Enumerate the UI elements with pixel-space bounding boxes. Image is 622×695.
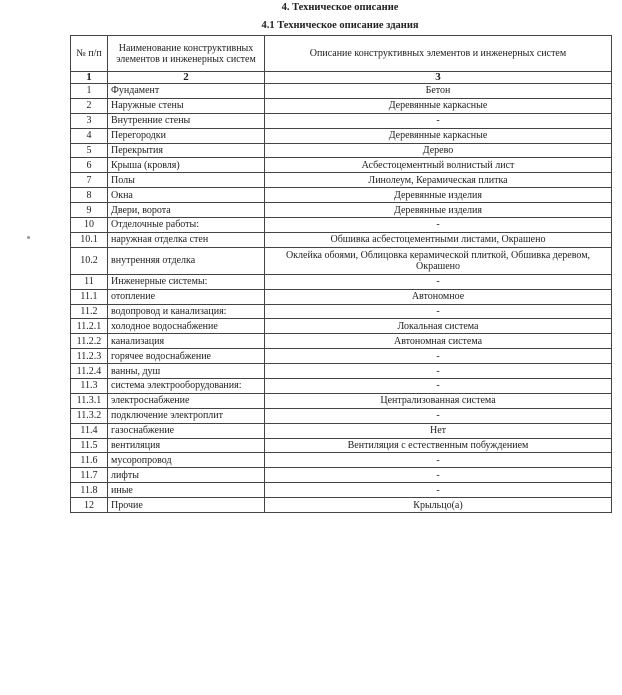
table-row bbox=[71, 498, 612, 513]
element-name: подключение электроплит bbox=[108, 408, 265, 423]
element-name: Крыша (кровля) bbox=[108, 158, 265, 173]
element-name: Фундамент bbox=[108, 84, 265, 99]
element-description: Деревянные каркасные bbox=[265, 98, 612, 113]
table-row bbox=[71, 468, 612, 483]
element-name: отопление bbox=[108, 289, 265, 304]
table-row bbox=[71, 289, 612, 304]
header-number: № п/п bbox=[71, 36, 108, 72]
header-element-name: Наименование конструктивных элементов и инженерных систем bbox=[108, 36, 265, 72]
row-number: 11.8 bbox=[71, 483, 108, 498]
row-number: 5 bbox=[71, 143, 108, 158]
element-name: водопровод и канализация: bbox=[108, 304, 265, 319]
table-row bbox=[71, 98, 612, 113]
table-header-row bbox=[71, 36, 612, 72]
element-description: - bbox=[265, 379, 612, 394]
table-row bbox=[71, 143, 612, 158]
table-row bbox=[71, 218, 612, 233]
element-description: - bbox=[265, 349, 612, 364]
element-description: Оклейка обоями, Облицовка керамической плиткой, Обшивка деревом, Окрашено bbox=[265, 247, 612, 274]
element-name: газоснабжение bbox=[108, 423, 265, 438]
element-description: Деревянные каркасные bbox=[265, 128, 612, 143]
element-description: Линолеум, Керамическая плитка bbox=[265, 173, 612, 188]
table-row bbox=[71, 247, 612, 274]
column-number: 2 bbox=[108, 72, 265, 84]
table-row bbox=[71, 423, 612, 438]
row-number: 4 bbox=[71, 128, 108, 143]
element-description: Деревянные изделия bbox=[265, 188, 612, 203]
element-name: Перегородки bbox=[108, 128, 265, 143]
element-name: горячее водоснабжение bbox=[108, 349, 265, 364]
element-description: Локальная система bbox=[265, 319, 612, 334]
element-description: Автономная система bbox=[265, 334, 612, 349]
table-row bbox=[71, 232, 612, 247]
column-number: 1 bbox=[71, 72, 108, 84]
element-name: Внутренние стены bbox=[108, 113, 265, 128]
element-description: - bbox=[265, 218, 612, 233]
element-name: Отделочные работы: bbox=[108, 218, 265, 233]
element-description: Вентиляция с естественным побуждением bbox=[265, 438, 612, 453]
element-description: - bbox=[265, 304, 612, 319]
table-row bbox=[71, 483, 612, 498]
row-number: 10.2 bbox=[71, 247, 108, 274]
element-name: мусоропровод bbox=[108, 453, 265, 468]
element-description: Крыльцо(а) bbox=[265, 498, 612, 513]
row-number: 1 bbox=[71, 84, 108, 99]
table-row bbox=[71, 128, 612, 143]
row-number: 11.4 bbox=[71, 423, 108, 438]
row-number: 11.3.2 bbox=[71, 408, 108, 423]
row-number: 11.2.4 bbox=[71, 364, 108, 379]
element-description: - bbox=[265, 453, 612, 468]
row-number: 7 bbox=[71, 173, 108, 188]
element-name: электроснабжение bbox=[108, 393, 265, 408]
row-number: 11.1 bbox=[71, 289, 108, 304]
table-row bbox=[71, 203, 612, 218]
row-number: 11.6 bbox=[71, 453, 108, 468]
element-description: Деревянные изделия bbox=[265, 203, 612, 218]
table-row bbox=[71, 408, 612, 423]
row-number: 11.3.1 bbox=[71, 393, 108, 408]
element-name: система электрооборудования: bbox=[108, 379, 265, 394]
element-name: внутренняя отделка bbox=[108, 247, 265, 274]
element-description: - bbox=[265, 364, 612, 379]
table-row bbox=[71, 158, 612, 173]
element-description: Дерево bbox=[265, 143, 612, 158]
element-description: - bbox=[265, 274, 612, 289]
table-row bbox=[71, 84, 612, 99]
row-number: 11.3 bbox=[71, 379, 108, 394]
element-name: Перекрытия bbox=[108, 143, 265, 158]
element-name: Наружные стены bbox=[108, 98, 265, 113]
column-number-row bbox=[71, 72, 612, 84]
element-description: Обшивка асбестоцементными листами, Окрашено bbox=[265, 232, 612, 247]
table-row bbox=[71, 364, 612, 379]
element-description: Автономное bbox=[265, 289, 612, 304]
section-title: 4. Техническое описание bbox=[281, 2, 399, 13]
element-description: - bbox=[265, 483, 612, 498]
table-row bbox=[71, 334, 612, 349]
row-number: 12 bbox=[71, 498, 108, 513]
element-name: наружная отделка стен bbox=[108, 232, 265, 247]
header-description: Описание конструктивных элементов и инженерных систем bbox=[265, 36, 612, 72]
row-number: 11 bbox=[71, 274, 108, 289]
table-row bbox=[71, 453, 612, 468]
row-number: 10 bbox=[71, 218, 108, 233]
element-name: вентиляция bbox=[108, 438, 265, 453]
element-name: Инженерные системы: bbox=[108, 274, 265, 289]
row-number: 11.2.2 bbox=[71, 334, 108, 349]
table-row bbox=[71, 319, 612, 334]
table-row bbox=[71, 113, 612, 128]
element-name: Двери, ворота bbox=[108, 203, 265, 218]
element-description: Асбестоцементный волнистый лист bbox=[265, 158, 612, 173]
row-number: 11.2.1 bbox=[71, 319, 108, 334]
row-number: 6 bbox=[71, 158, 108, 173]
table-row bbox=[71, 379, 612, 394]
table-row bbox=[71, 349, 612, 364]
scan-speck bbox=[27, 236, 30, 239]
column-number: 3 bbox=[265, 72, 612, 84]
element-description: Нет bbox=[265, 423, 612, 438]
row-number: 9 bbox=[71, 203, 108, 218]
element-description: - bbox=[265, 113, 612, 128]
row-number: 2 bbox=[71, 98, 108, 113]
element-name: лифты bbox=[108, 468, 265, 483]
table-row bbox=[71, 173, 612, 188]
row-number: 11.5 bbox=[71, 438, 108, 453]
row-number: 8 bbox=[71, 188, 108, 203]
row-number: 11.2 bbox=[71, 304, 108, 319]
element-name: ванны, душ bbox=[108, 364, 265, 379]
technical-description-table bbox=[70, 35, 612, 513]
element-description: Бетон bbox=[265, 84, 612, 99]
element-name: Полы bbox=[108, 173, 265, 188]
element-name: канализация bbox=[108, 334, 265, 349]
element-name: Окна bbox=[108, 188, 265, 203]
row-number: 11.2.3 bbox=[71, 349, 108, 364]
table-row bbox=[71, 304, 612, 319]
element-name: иные bbox=[108, 483, 265, 498]
element-description: - bbox=[265, 408, 612, 423]
table-row bbox=[71, 274, 612, 289]
element-description: Централизованная система bbox=[265, 393, 612, 408]
element-name: холодное водоснабжение bbox=[108, 319, 265, 334]
element-description: - bbox=[265, 468, 612, 483]
row-number: 11.7 bbox=[71, 468, 108, 483]
element-name: Прочие bbox=[108, 498, 265, 513]
row-number: 10.1 bbox=[71, 232, 108, 247]
section-subtitle: 4.1 Техническое описание здания bbox=[261, 20, 419, 31]
table-row bbox=[71, 438, 612, 453]
row-number: 3 bbox=[71, 113, 108, 128]
table-row bbox=[71, 393, 612, 408]
table-row bbox=[71, 188, 612, 203]
